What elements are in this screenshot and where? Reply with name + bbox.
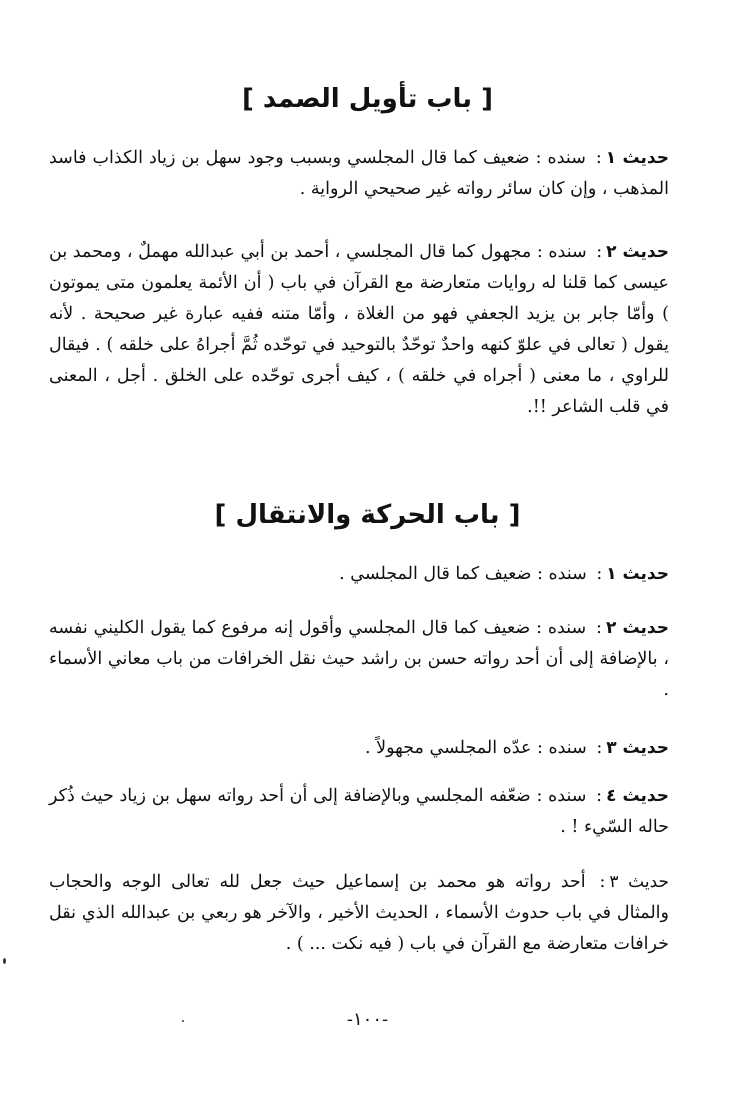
page-number: -١٠٠- xyxy=(346,1009,389,1030)
hadith-label: حديث ٣ xyxy=(606,738,669,758)
hadith-entry: حديث ٢: سنده : مجهول كما قال المجلسي ، أحمد بن أبي عبدالله مهملٌ ، ومحمد بن عيسى كما قلنا له روايات متعارضة مع القرآن في باب ( أن الأئمة يعلمون متى يموتون ) وأمّا جابر بن يزيد الجعفي فهو من الغلاة ، وأمّا متنه ففيه عبارة غير صحيحة . لأنه يقول ( تعالى في علوّ كنهه واحدٌ توحّدٌ بالتوحيد في توحّده ثُمَّ أجراهُ على خلقه ) . فيقال للراوي ، ما معنى ( أجراه في خلقه ) ، كيف أجرى توحّده على الخلق . أجل ، المعنى في قلب الشاعر !!. xyxy=(49,242,669,417)
hadith-text: سنده : ضعيف كما قال المجلسي وبسبب وجود سهل بن زياد الكذاب فاسد المذهب ، وإن كان سائر رواته غير صحيحي الرواية . xyxy=(49,148,669,199)
hadith-entry: حديث ٣: أحد رواته هو محمد بن إسماعيل حيث جعل لله تعالى الوجه والحجاب والمثال في باب حدوث الأسماء ، الحديث الأخير ، والآخر هو ربعي بن عبدالله الذي نقل خرافات متعارضة مع القرآن في باب ( فيه نكت ... ) . xyxy=(49,872,669,954)
hadith-entry: حديث ٤: سنده : ضعّفه المجلسي وبالإضافة إلى أن أحد رواته سهل بن زياد حيث ذُكر حاله السّيء ! . xyxy=(49,786,670,837)
hadith-text: سنده : ضعّفه المجلسي وبالإضافة إلى أن أحد رواته سهل بن زياد حيث ذُكر حاله السّيء ! . xyxy=(49,786,669,837)
scan-speck xyxy=(182,1020,184,1022)
hadith-entry: حديث ١: سنده : ضعيف كما قال المجلسي وبسبب وجود سهل بن زياد الكذاب فاسد المذهب ، وإن كان سائر رواته غير صحيحي الرواية . xyxy=(49,148,669,199)
scan-speck xyxy=(3,958,6,964)
hadith-label: حديث ١ xyxy=(606,564,669,584)
section-heading-tawil-al-samad: [ باب تأويل الصمد ] xyxy=(241,84,494,114)
hadith-entry: حديث ١: سنده : ضعيف كما قال المجلسي . xyxy=(339,564,669,584)
hadith-label: حديث ٢ xyxy=(605,618,670,638)
hadith-text: سنده : ضعيف كما قال المجلسي . xyxy=(339,564,593,584)
hadith-label: حديث ٤ xyxy=(606,786,670,806)
hadith-text: سنده : ضعيف كما قال المجلسي وأقول إنه مرفوع كما يقول الكليني نفسه ، بالإضافة إلى أن أحد رواته حسن بن راشد حيث نقل الخرافات من باب معاني الأسماء . xyxy=(49,618,669,700)
hadith-entry: حديث ٢: سنده : ضعيف كما قال المجلسي وأقول إنه مرفوع كما يقول الكليني نفسه ، بالإضافة إلى أن أحد رواته حسن بن راشد حيث نقل الخرافات من باب معاني الأسماء . xyxy=(49,618,670,700)
hadith-label: حديث ٢ xyxy=(606,242,669,262)
hadith-entry: حديث ٣: سنده : عدّه المجلسي مجهولاً . xyxy=(365,738,669,758)
hadith-label: حديث ١ xyxy=(605,148,669,168)
hadith-label: حديث ٣ xyxy=(609,872,669,892)
hadith-text: سنده : مجهول كما قال المجلسي ، أحمد بن أبي عبدالله مهملٌ ، ومحمد بن عيسى كما قلنا له روايات متعارضة مع القرآن في باب ( أن الأئمة يعلمون متى يموتون ) وأمّا جابر بن يزيد الجعفي فهو من الغلاة ، وأمّا متنه ففيه عبارة غير صحيحة . لأنه يقول ( تعالى في علوّ كنهه واحدٌ توحّدٌ بالتوحيد في توحّده ثُمَّ أجراهُ على خلقه ) . فيقال للراوي ، ما معنى ( أجراه في خلقه ) ، كيف أجرى توحّده على الخلق . أجل ، المعنى في قلب الشاعر !!. xyxy=(49,242,669,417)
hadith-text: أحد رواته هو محمد بن إسماعيل حيث جعل لله تعالى الوجه والحجاب والمثال في باب حدوث الأسماء ، الحديث الأخير ، والآخر هو ربعي بن عبدالله الذي نقل خرافات متعارضة مع القرآن في باب ( فيه نكت ... ) . xyxy=(49,872,669,954)
section-heading-haraka-wal-intiqal: [ باب الحركة والانتقال ] xyxy=(214,500,521,530)
hadith-text: سنده : عدّه المجلسي مجهولاً . xyxy=(365,738,593,758)
